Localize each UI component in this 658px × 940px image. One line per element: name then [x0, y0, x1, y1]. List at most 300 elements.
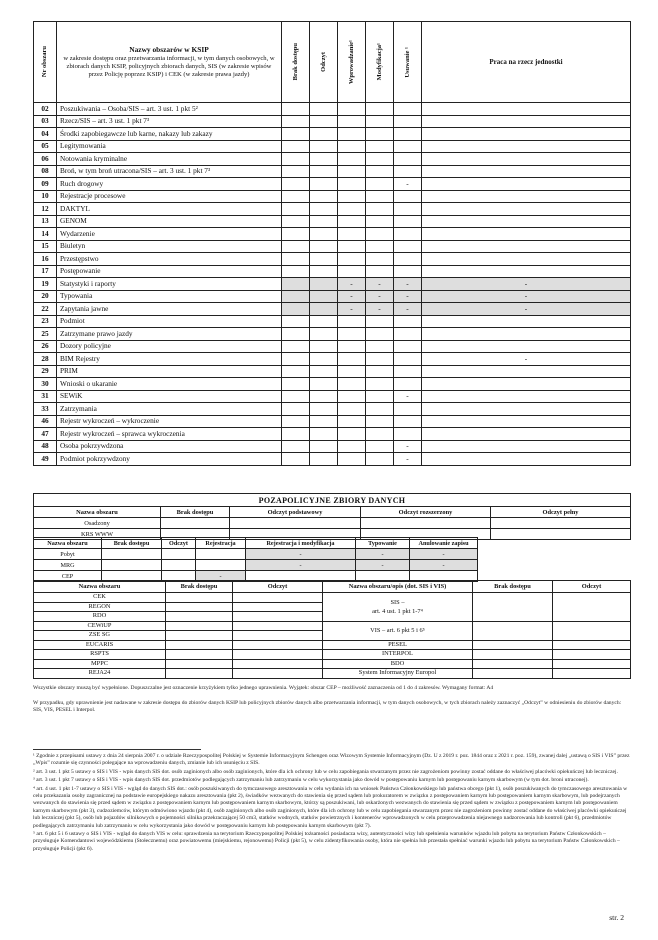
permission-cell[interactable]: -	[356, 560, 410, 571]
permission-cell[interactable]	[394, 353, 422, 366]
checkbox-cell[interactable]	[473, 669, 553, 679]
permission-cell[interactable]	[282, 153, 310, 166]
checkbox-cell[interactable]	[233, 612, 323, 622]
praca-cell[interactable]	[422, 428, 631, 441]
poza2-header-odczyt: Odczyt	[162, 538, 196, 549]
checkbox-cell[interactable]	[166, 631, 233, 641]
permission-cell[interactable]	[338, 265, 366, 278]
permission-cell[interactable]	[338, 403, 366, 416]
area-name: Podmiot pokrzywdzony	[57, 453, 282, 466]
permission-cell[interactable]: -	[196, 571, 246, 582]
checkbox-cell[interactable]	[166, 669, 233, 679]
permission-cell[interactable]	[366, 165, 394, 178]
permission-cell[interactable]	[394, 203, 422, 216]
checkbox-cell[interactable]	[473, 593, 553, 622]
permission-cell[interactable]	[394, 103, 422, 116]
sys-header-odczyt-left: Odczyt	[233, 581, 323, 593]
praca-cell[interactable]	[422, 440, 631, 453]
checkbox-cell[interactable]	[491, 518, 631, 529]
permission-cell[interactable]	[394, 253, 422, 266]
area-name: Poszukiwania – Osoba/SIS – art. 3 ust. 1 pkt 5²	[57, 103, 282, 116]
checkbox-cell[interactable]	[233, 669, 323, 679]
permission-cell[interactable]	[282, 315, 310, 328]
permission-cell[interactable]	[394, 315, 422, 328]
permission-cell[interactable]	[282, 178, 310, 191]
permission-cell[interactable]	[310, 240, 338, 253]
checkbox-cell[interactable]	[166, 640, 233, 650]
permission-cell[interactable]	[338, 128, 366, 141]
permission-cell[interactable]	[394, 340, 422, 353]
area-number: 12	[34, 203, 57, 216]
sys-area-name: RDO	[34, 612, 166, 622]
permission-cell[interactable]	[282, 353, 310, 366]
page-number: str. 2	[609, 913, 624, 922]
area-number: 22	[34, 303, 57, 316]
area-name: Wydarzenie	[57, 228, 282, 241]
area-name: Podmiot	[57, 315, 282, 328]
praca-cell[interactable]	[422, 403, 631, 416]
praca-cell[interactable]	[422, 153, 631, 166]
permission-cell[interactable]	[338, 390, 366, 403]
permission-cell[interactable]: -	[338, 278, 366, 291]
praca-cell[interactable]	[422, 178, 631, 191]
checkbox-cell[interactable]	[233, 631, 323, 641]
table-row	[34, 378, 631, 391]
permission-cell[interactable]	[366, 340, 394, 353]
permission-cell[interactable]	[310, 415, 338, 428]
permission-cell[interactable]	[282, 265, 310, 278]
praca-cell[interactable]	[422, 340, 631, 353]
checkbox-cell[interactable]	[166, 602, 233, 612]
area-name: Broń, w tym broń utracona/SIS – art. 3 ust. 1 pkt 7³	[57, 165, 282, 178]
table-row	[34, 549, 478, 560]
area-name: Zatrzymane prawo jazdy	[57, 328, 282, 341]
permission-cell[interactable]	[338, 165, 366, 178]
checkbox-cell[interactable]	[233, 593, 323, 603]
checkbox-cell[interactable]	[233, 650, 323, 660]
permission-cell[interactable]	[310, 303, 338, 316]
praca-cell[interactable]: -	[422, 353, 631, 366]
checkbox-cell[interactable]	[553, 659, 631, 669]
permission-cell[interactable]	[338, 340, 366, 353]
area-name: Dozory policyjne	[57, 340, 282, 353]
area-number: 04	[34, 128, 57, 141]
area-names-header	[57, 22, 282, 103]
permission-cell[interactable]	[366, 190, 394, 203]
area-number: 05	[34, 140, 57, 153]
permission-cell[interactable]: -	[394, 453, 422, 466]
poza1-header-odczyt-rozsz: Odczyt rozszerzony	[361, 507, 491, 518]
permission-cell[interactable]	[366, 378, 394, 391]
permission-cell[interactable]	[394, 365, 422, 378]
non-police-title: POZAPOLICYJNE ZBIORY DANYCH	[34, 494, 631, 507]
permission-cell[interactable]: -	[246, 549, 356, 560]
permission-cell[interactable]	[338, 365, 366, 378]
permission-cell[interactable]	[394, 153, 422, 166]
poza2-area-name: CEP	[34, 571, 102, 582]
permission-cell[interactable]	[394, 428, 422, 441]
footnote-1: ¹ Zgodnie z przepisami ustawy z dnia 24 sierpnia 2007 r. o udziale Rzeczypospolitej Polskiej w Systemie Informacyjnym Schengen oraz Wizowym Systemie Informacyjnym (Dz. U z 2019 r. poz. 1844 oraz z 2021 r. poz. 159), zwanej dalej „ustawą o SIS i VIS” przez „Wpis” rozumie się czynności polegające na wprowadzeniu danych, zmianie lub ich usunięciu z SIS.	[33, 753, 630, 767]
permission-cell[interactable]	[310, 440, 338, 453]
praca-cell[interactable]	[422, 228, 631, 241]
permission-cell[interactable]	[282, 240, 310, 253]
permission-cell[interactable]	[282, 440, 310, 453]
permission-cell[interactable]	[282, 278, 310, 291]
praca-cell[interactable]	[422, 240, 631, 253]
permission-cell[interactable]	[394, 228, 422, 241]
permission-cell[interactable]: -	[394, 303, 422, 316]
footnotes	[33, 753, 630, 854]
permission-cell[interactable]	[366, 315, 394, 328]
permission-cell[interactable]	[394, 415, 422, 428]
permission-cell[interactable]	[338, 315, 366, 328]
praca-cell[interactable]	[422, 328, 631, 341]
permission-cell[interactable]: -	[356, 549, 410, 560]
area-number: 03	[34, 115, 57, 128]
checkbox-cell[interactable]	[166, 659, 233, 669]
permission-cell[interactable]	[366, 240, 394, 253]
checkbox-cell[interactable]	[166, 621, 233, 631]
permission-cell[interactable]	[310, 215, 338, 228]
table-row	[34, 228, 631, 241]
permission-cell[interactable]	[366, 353, 394, 366]
praca-cell[interactable]	[422, 128, 631, 141]
permission-cell[interactable]	[310, 265, 338, 278]
permission-cell[interactable]	[282, 215, 310, 228]
permission-cell[interactable]: -	[366, 303, 394, 316]
table-row	[34, 103, 631, 116]
permission-cell[interactable]: -	[366, 290, 394, 303]
praca-cell[interactable]	[422, 453, 631, 466]
area-number: 30	[34, 378, 57, 391]
permission-cell[interactable]	[366, 453, 394, 466]
area-name: PRIM	[57, 365, 282, 378]
poza2-area-name: Pobyt	[34, 549, 102, 560]
checkbox-cell[interactable]	[166, 593, 233, 603]
permission-cell[interactable]	[366, 140, 394, 153]
permission-cell[interactable]	[310, 353, 338, 366]
checkbox-cell[interactable]	[473, 659, 553, 669]
area-name: GENOM	[57, 215, 282, 228]
permission-cell[interactable]	[282, 390, 310, 403]
permission-cell[interactable]	[366, 253, 394, 266]
checkbox-cell[interactable]	[553, 640, 631, 650]
permission-cell[interactable]: -	[338, 303, 366, 316]
permission-cell[interactable]	[282, 303, 310, 316]
permission-cell[interactable]	[282, 190, 310, 203]
checkbox-cell[interactable]	[166, 612, 233, 622]
table-row	[34, 560, 478, 571]
permission-cell[interactable]	[338, 178, 366, 191]
praca-cell[interactable]	[422, 190, 631, 203]
permission-cell[interactable]	[366, 390, 394, 403]
permission-cell[interactable]	[282, 403, 310, 416]
permission-cell[interactable]	[338, 215, 366, 228]
checkbox-cell[interactable]	[553, 650, 631, 660]
poza2-header-rej-mod: Rejestracja i modyfikacja	[246, 538, 356, 549]
permission-cell[interactable]	[282, 128, 310, 141]
poza2-header-rejestracja: Rejestracja	[196, 538, 246, 549]
praca-cell[interactable]	[422, 140, 631, 153]
permission-cell[interactable]	[282, 253, 310, 266]
area-name: Postępowanie	[57, 265, 282, 278]
permission-cell[interactable]	[394, 128, 422, 141]
permission-cell[interactable]	[310, 403, 338, 416]
permission-cell[interactable]	[310, 128, 338, 141]
permission-cell[interactable]: -	[394, 178, 422, 191]
praca-cell[interactable]	[422, 203, 631, 216]
poza2-header-anulowanie: Anulowanie zapisu	[410, 538, 478, 549]
permission-cell[interactable]	[282, 378, 310, 391]
permission-cell[interactable]	[366, 403, 394, 416]
praca-cell[interactable]	[422, 165, 631, 178]
checkbox-cell[interactable]	[553, 621, 631, 640]
table-row	[34, 253, 631, 266]
permission-cell[interactable]	[196, 549, 246, 560]
permission-cell[interactable]	[282, 428, 310, 441]
sys-area-name-right: INTERPOL	[323, 650, 473, 660]
area-name: Rejestr wykroczeń – sprawca wykroczenia	[57, 428, 282, 441]
area-name: Rejestracje procesowe	[57, 190, 282, 203]
permission-cell[interactable]	[366, 265, 394, 278]
checkbox-cell[interactable]	[233, 640, 323, 650]
checkbox-cell[interactable]	[166, 650, 233, 660]
permission-cell[interactable]	[310, 115, 338, 128]
permission-cell[interactable]	[310, 103, 338, 116]
permission-cell[interactable]	[394, 140, 422, 153]
poza2-header-brak: Brak dostępu	[102, 538, 162, 549]
permission-cell[interactable]	[310, 390, 338, 403]
permission-cell[interactable]	[310, 253, 338, 266]
area-number: 02	[34, 103, 57, 116]
permission-cell[interactable]	[282, 365, 310, 378]
area-number: 20	[34, 290, 57, 303]
permission-cell[interactable]	[338, 253, 366, 266]
permission-cell[interactable]	[338, 190, 366, 203]
permission-cell[interactable]	[394, 215, 422, 228]
permission-cell[interactable]	[338, 428, 366, 441]
permission-cell[interactable]	[310, 328, 338, 341]
permission-cell[interactable]	[282, 228, 310, 241]
permission-cell[interactable]	[196, 560, 246, 571]
checkbox-cell[interactable]	[491, 529, 631, 540]
table-row	[34, 203, 631, 216]
permission-cell[interactable]	[338, 240, 366, 253]
footnote-4: ⁴ art. 4 ust. 1 pkt 1-7 ustawy o SIS i VIS - wgląd do danych SIS dot.: osób poszukiwanych do tymczasowego aresztowania w celu wydania ich na wniosek Państwa Członkowskiego lub państwa obcego (pkt 1), osób poszukiwanych do tymczasowego aresztowania w celu przekazania osoby zagranicznej na podstawie europejskiego nakazu aresztowania (pkt 2), świadków wezwanych do stawienia się przed sądem lub prokuratorem w związku z postępowaniem karnym lub postępowaniem karnym skarbowym, lub podejrzanych wezwanych do stawienia się przed sądem w związku z postępowaniem karnym lub postępowaniem karnym skarbowym, którzy są poszukiwani, lub oskarżonych wezwanych do stawienia się przed sądem w związku z postępowaniem karnym lub postępowaniem karnym skarbowym (pkt 3), cudzoziemców, którym odmówiono wjazdu (pkt 4), osób zaginionych albo osób zaginionych, które dla ich ochrony lub w celu zapobiegania stwarzanym przez nie zagrożeniom powinny zostać oddane do właściwej placówki opiekuńczej lub leczniczej (pkt 5), osób lub pojazdów silnikowych o pojemności silnika przekraczającej 50 cm3, statków wodnych, statków powietrznych i kontenerów wprowadzonych w celu przeprowadzenia niejawnego nadzorowania lub kontroli (pkt 6), przedmiotów podlegających zatrzymaniu lub zatrzymaniu w celu wykorzystania jako dowód w postępowaniu karnym lub postępowaniu karnym skarbowym (pkt 7).	[33, 785, 628, 829]
area-names-description: w zakresie dostępu oraz przetwarzania informacji, w tym danych osobowych, w zbiorach danych KSIP, policyjnych zbiorach danych, SIS (w zakresie wpisów przez Policję poprzez KSIP) i CEK (w zakresie prawa jazdy)	[63, 54, 275, 79]
permission-cell[interactable]: -	[394, 390, 422, 403]
checkbox-cell[interactable]	[230, 518, 361, 529]
permission-cell[interactable]	[310, 340, 338, 353]
sys-area-name: EUCARIS	[34, 640, 166, 650]
praca-cell[interactable]	[422, 103, 631, 116]
permission-cell[interactable]	[338, 153, 366, 166]
permission-cell[interactable]	[282, 328, 310, 341]
permission-cell[interactable]	[338, 353, 366, 366]
praca-cell[interactable]	[422, 265, 631, 278]
permission-cell[interactable]	[102, 560, 162, 571]
permission-cell[interactable]	[310, 190, 338, 203]
praca-cell[interactable]	[422, 415, 631, 428]
permission-cell[interactable]	[162, 549, 196, 560]
permission-cell[interactable]	[394, 403, 422, 416]
permission-cell[interactable]	[394, 378, 422, 391]
area-number: 10	[34, 190, 57, 203]
permission-cell[interactable]	[366, 128, 394, 141]
permission-cell[interactable]	[366, 440, 394, 453]
area-name: Typowania	[57, 290, 282, 303]
area-number: 25	[34, 328, 57, 341]
permission-cell[interactable]	[394, 240, 422, 253]
sys-header-name-right: Nazwa obszaru/opis (dot. SIS i VIS)	[323, 581, 473, 593]
sys-area-name-right: System Informacyjny Europol	[323, 669, 473, 679]
permission-cell[interactable]	[310, 378, 338, 391]
permission-cell[interactable]	[338, 415, 366, 428]
area-name: Statystyki i raporty	[57, 278, 282, 291]
sys-header-brak-right: Brak dostępu	[473, 581, 553, 593]
permission-cell[interactable]	[282, 290, 310, 303]
checkbox-cell[interactable]	[473, 621, 553, 640]
sys-area-name: REJA24	[34, 669, 166, 679]
checkbox-cell[interactable]	[233, 659, 323, 669]
praca-cell[interactable]	[422, 378, 631, 391]
table-row	[34, 303, 631, 316]
permission-cell[interactable]	[282, 165, 310, 178]
checkbox-cell[interactable]	[233, 602, 323, 612]
area-number: 09	[34, 178, 57, 191]
permission-cell[interactable]: -	[410, 549, 478, 560]
praca-cell[interactable]	[422, 215, 631, 228]
permission-cell[interactable]: -	[366, 278, 394, 291]
praca-cell[interactable]: -	[422, 290, 631, 303]
area-number: 28	[34, 353, 57, 366]
permission-cell[interactable]	[310, 428, 338, 441]
permission-cell[interactable]	[366, 228, 394, 241]
permission-cell[interactable]	[282, 115, 310, 128]
permission-cell[interactable]	[394, 115, 422, 128]
permission-cell[interactable]: -	[394, 290, 422, 303]
praca-cell[interactable]: -	[422, 278, 631, 291]
permission-cell[interactable]	[366, 415, 394, 428]
permission-cell[interactable]: -	[410, 560, 478, 571]
area-number: 29	[34, 365, 57, 378]
praca-cell[interactable]	[422, 365, 631, 378]
permission-cell[interactable]	[366, 178, 394, 191]
area-name: SEWiK	[57, 390, 282, 403]
permission-cell[interactable]	[310, 228, 338, 241]
permission-cell[interactable]	[282, 140, 310, 153]
checkbox-cell[interactable]	[553, 669, 631, 679]
permission-cell[interactable]	[310, 278, 338, 291]
permission-cell[interactable]	[310, 165, 338, 178]
permission-cell[interactable]	[366, 153, 394, 166]
permission-cell[interactable]	[282, 415, 310, 428]
poza2-header-name: Nazwa obszaru	[34, 538, 102, 549]
area-number: 08	[34, 165, 57, 178]
permission-cell[interactable]	[338, 103, 366, 116]
sis-area	[323, 593, 473, 622]
table-row	[34, 278, 631, 291]
checkbox-cell[interactable]	[473, 640, 553, 650]
checkbox-cell[interactable]	[553, 593, 631, 622]
praca-cell[interactable]	[422, 253, 631, 266]
praca-cell[interactable]	[422, 315, 631, 328]
permission-cell[interactable]	[338, 140, 366, 153]
checkbox-cell[interactable]	[473, 650, 553, 660]
permission-cell[interactable]	[338, 228, 366, 241]
permission-cell[interactable]	[338, 328, 366, 341]
checkbox-cell[interactable]	[361, 518, 491, 529]
praca-cell[interactable]: -	[422, 303, 631, 316]
permission-cell[interactable]	[366, 428, 394, 441]
permission-cell[interactable]	[338, 115, 366, 128]
praca-cell[interactable]	[422, 390, 631, 403]
area-number: 23	[34, 315, 57, 328]
footnote-3: ³ art. 3 ust. 1 pkt 7 ustawy o SIS i VIS - wpis danych SIS dot. przedmiotów podlegających zatrzymaniu lub zatrzymaniu w celu wykorzystania jako dowód w postępowaniu karnym lub postępowaniu karnym skarbowym (w tym dot. broni utraconej).	[33, 777, 589, 784]
permission-cell[interactable]	[310, 365, 338, 378]
permission-cell[interactable]	[338, 378, 366, 391]
read-access-note: W przypadku, gdy uprawnienie jest nadawane w zakresie dostępu do zbiorów danych KSIP lub policyjnych zbiorów danych albo przetwarzania informacji, w tym danych osobowych, w tych zbiorach należy zaznaczyć „Odczyt” w odniesieniu do zbiorów danych: SIS, VIS, PESEL i Interpol.	[33, 700, 622, 714]
permission-cell[interactable]	[310, 153, 338, 166]
permission-cell[interactable]	[282, 203, 310, 216]
permission-cell[interactable]	[282, 453, 310, 466]
permission-cell[interactable]	[394, 328, 422, 341]
table-row	[34, 128, 631, 141]
permission-cell[interactable]	[338, 453, 366, 466]
permission-cell[interactable]	[366, 115, 394, 128]
permission-cell[interactable]	[394, 265, 422, 278]
permission-cell[interactable]	[366, 215, 394, 228]
sys-area-name: MPPC	[34, 659, 166, 669]
permission-cell[interactable]	[366, 328, 394, 341]
permission-cell[interactable]	[102, 549, 162, 560]
non-police-datasets-table	[33, 493, 631, 540]
permission-cell[interactable]	[366, 103, 394, 116]
area-number: 19	[34, 278, 57, 291]
checkbox-cell[interactable]	[161, 518, 230, 529]
permission-cell[interactable]	[310, 140, 338, 153]
checkbox-cell[interactable]	[233, 621, 323, 631]
permission-cell[interactable]	[310, 453, 338, 466]
area-number: 17	[34, 265, 57, 278]
permission-cell[interactable]	[366, 203, 394, 216]
permission-cell[interactable]	[310, 178, 338, 191]
permission-cell[interactable]	[394, 165, 422, 178]
permission-cell[interactable]	[310, 315, 338, 328]
praca-cell[interactable]	[422, 115, 631, 128]
permission-cell[interactable]	[162, 560, 196, 571]
sys-area-name: RSPTS	[34, 650, 166, 660]
permission-cell[interactable]	[282, 103, 310, 116]
table-row	[34, 403, 631, 416]
permission-cell[interactable]	[366, 365, 394, 378]
area-number: 13	[34, 215, 57, 228]
permission-cell[interactable]	[282, 340, 310, 353]
permission-cell[interactable]	[310, 203, 338, 216]
permission-cell[interactable]	[310, 290, 338, 303]
permission-cell[interactable]	[394, 190, 422, 203]
permission-cell[interactable]: -	[394, 278, 422, 291]
permission-cell[interactable]: -	[338, 290, 366, 303]
table-row	[34, 178, 631, 191]
table-row	[34, 518, 631, 529]
poza1-area-name: KRS WWW	[34, 529, 161, 540]
permission-cell[interactable]: -	[394, 440, 422, 453]
permission-cell[interactable]: -	[246, 560, 356, 571]
area-name: Rejestr wykroczeń – wykroczenie	[57, 415, 282, 428]
permission-cell[interactable]	[338, 203, 366, 216]
permission-cell[interactable]	[338, 440, 366, 453]
